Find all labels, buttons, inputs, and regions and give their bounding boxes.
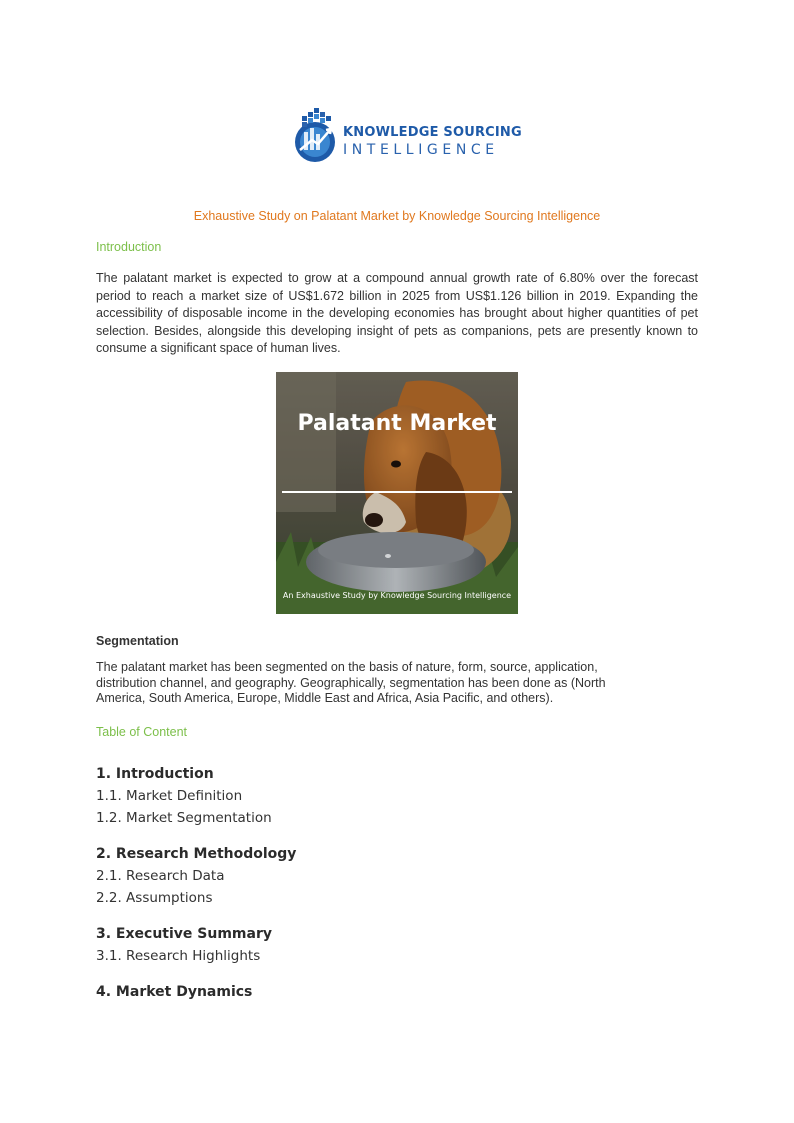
logo-text-line2: INTELLIGENCE	[343, 142, 499, 158]
toc-section-title: 4. Market Dynamics	[96, 984, 253, 1000]
segmentation-heading: Segmentation	[96, 634, 179, 648]
hero-image-caption: An Exhaustive Study by Knowledge Sourcing Intelligence	[282, 591, 512, 600]
document-title: Exhaustive Study on Palatant Market by Knowledge Sourcing Intelligence	[193, 209, 601, 223]
toc-item: 2.1. Research Data	[96, 868, 225, 884]
logo-emblem-icon	[290, 104, 340, 166]
toc-item: 2.2. Assumptions	[96, 890, 213, 906]
toc-section-title: 2. Research Methodology	[96, 846, 297, 862]
toc-item: 3.1. Research Highlights	[96, 948, 261, 964]
hero-divider	[282, 491, 512, 493]
logo-text-line1: KNOWLEDGE SOURCING	[343, 125, 522, 140]
hero-image	[276, 372, 518, 614]
table-of-contents	[96, 763, 696, 1017]
toc-item: 1.1. Market Definition	[96, 788, 243, 804]
introduction-heading: Introduction	[96, 240, 162, 254]
toc-heading: Table of Content	[96, 725, 188, 739]
toc-section-title: 1. Introduction	[96, 766, 214, 782]
toc-item: 1.2. Market Segmentation	[96, 810, 272, 826]
toc-section-title: 3. Executive Summary	[96, 926, 272, 942]
toc-section	[96, 843, 696, 909]
segmentation-paragraph: The palatant market has been segmented on the basis of nature, form, source, application, distribution channel, and geography. Geographically, segmentation has been done as (North America, South America, Europe, Middle East and Africa, Asia Pacific, and others).	[96, 660, 606, 705]
toc-section	[96, 923, 696, 967]
company-logo	[290, 104, 522, 166]
introduction-paragraph: The palatant market is expected to grow at a compound annual growth rate of 6.80% over the forecast period to reach a market size of US$1.672 billion in 2025 from US$1.126 billion in 2019. Expanding the accessibility of disposable income in the developing economies has brought about higher quantities of pet selection. Besides, alongside this developing insight of pets as companions, pets are presently known to consume a significant space of human lives.	[96, 271, 698, 355]
toc-section	[96, 981, 696, 1003]
hero-image-title: Palatant Market	[297, 411, 497, 436]
dog-bowl-illustration	[276, 372, 518, 614]
toc-section	[96, 763, 696, 829]
